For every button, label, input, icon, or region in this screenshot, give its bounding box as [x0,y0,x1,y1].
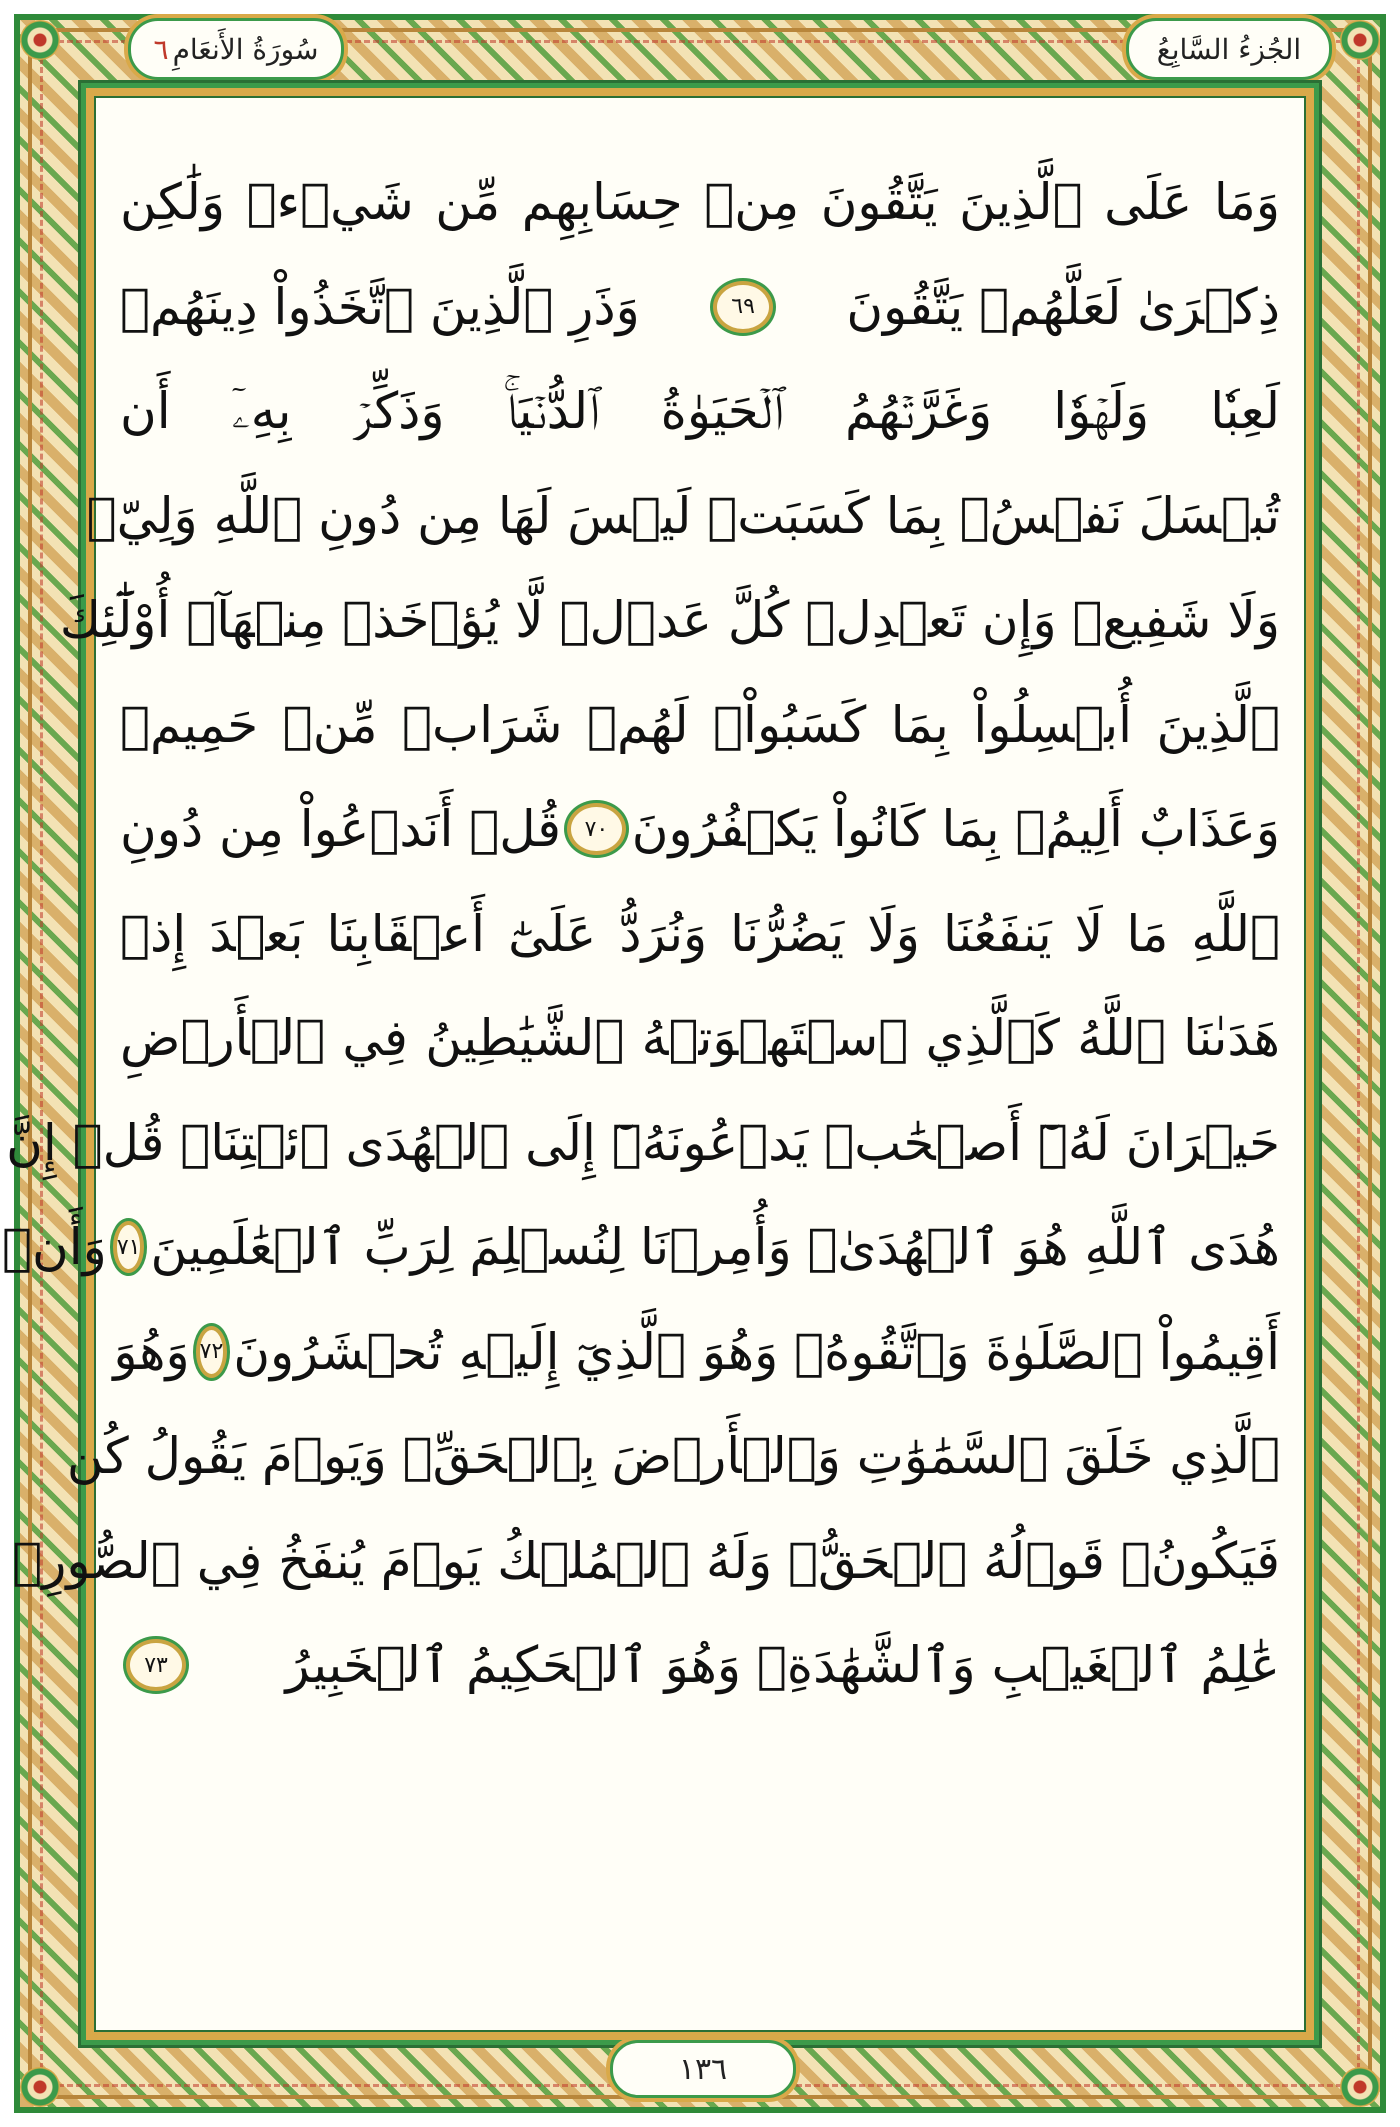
ayah-marker-icon: ٧٢ [196,1326,228,1378]
verse-line [120,255,1280,360]
verse-text: تُبۡسَلَ نَفۡسُۢ بِمَا كَسَبَتۡ لَيۡسَ لَهَا مِن دُونِ ٱللَّهِ وَلِيّٞ [86,486,1280,545]
verse-line [59,568,1280,673]
verse-line [120,882,1280,987]
verse-line [120,986,1280,1091]
verse-text: قُلۡ أَنَدۡعُواْ مِن دُونِ [120,800,562,859]
verse-lines [2,150,1280,1718]
verse-text: أَقِيمُواْ ٱلصَّلَوٰةَ وَٱتَّقُوهُۚ وَهُوَ ٱلَّذِيٓ إِلَيۡهِ تُحۡشَرُونَ [233,1322,1280,1381]
verse-line [120,673,1280,778]
verse-text: حَيۡرَانَ لَهُۥٓ أَصۡحَٰبٞ يَدۡعُونَهُۥٓ إِلَى ٱلۡهُدَى ٱئۡتِنَاۗ قُلۡ إِنَّ [6,1113,1280,1172]
verse-text: وَلَا شَفِيعٞ وَإِن تَعۡدِلۡ كُلَّ عَدۡلٖ لَّا يُؤۡخَذۡ مِنۡهَآۗ أُوْلَٰٓئِكَ [59,591,1280,650]
verse-line [120,1613,1280,1718]
verse-text: هُدَى ٱللَّهِ هُوَ ٱلۡهُدَىٰۖ وَأُمِرۡنَا لِنُسۡلِمَ لِرَبِّ ٱلۡعَٰلَمِينَ [150,1218,1280,1277]
verse-text: ٱللَّهِ مَا لَا يَنفَعُنَا وَلَا يَضُرُّنَا وَنُرَدُّ عَلَىٰٓ أَعۡقَابِنَا بَعۡدَ إِذۡ [120,904,1280,963]
verse-line [86,464,1280,569]
corner-rosette-icon [20,2067,60,2107]
surah-label [128,18,344,80]
verse-line [120,359,1280,464]
corner-rosette-icon [1340,2067,1380,2107]
surah-name: سُورَةُ الأَنعَامِ [172,32,319,66]
juz-label [1126,18,1332,80]
juz-text: الجُزءُ السَّابِعُ [1156,32,1302,66]
verse-text: ٱلَّذِينَ أُبۡسِلُواْ بِمَا كَسَبُواْۖ لَهُمۡ شَرَابٞ مِّنۡ حَمِيمٖ [120,695,1280,754]
verse-line [120,150,1280,255]
verse-text: وَذَرِ ٱلَّذِينَ ٱتَّخَذُواْ دِينَهُمۡ [120,277,640,336]
verse-line [120,777,1280,882]
verse-line [66,1404,1280,1509]
verse-text: وَأَنۡ [2,1218,107,1277]
verse-text: وَعَذَابٌ أَلِيمُۢ بِمَا كَانُواْ يَكۡفُرُونَ [631,800,1280,859]
verse-text: وَمَا عَلَى ٱلَّذِينَ يَتَّقُونَ مِنۡ حِسَابِهِم مِّن شَيۡءٖ وَلَٰكِن [120,173,1280,232]
verse-line [113,1300,1280,1405]
verse-text: هَدَىٰنَا ٱللَّهُ كَٱلَّذِي ٱسۡتَهۡوَتۡهُ ٱلشَّيَٰطِينُ فِي ٱلۡأَرۡضِ [120,1009,1280,1068]
verse-text: ٱلَّذِي خَلَقَ ٱلسَّمَٰوَٰتِ وَٱلۡأَرۡضَ بِٱلۡحَقِّۖ وَيَوۡمَ يَقُولُ كُن [66,1427,1280,1486]
corner-rosette-icon [20,20,60,60]
verse-line [12,1509,1280,1614]
verse-text: عَٰلِمُ ٱلۡغَيۡبِ وَٱلشَّهَٰدَةِۚ وَهُوَ ٱلۡحَكِيمُ ٱلۡخَبِيرُ [285,1636,1280,1695]
verse-text: لَعِبٗا وَلَهۡوٗا وَغَرَّتۡهُمُ ٱلۡحَيَوٰةُ ٱلدُّنۡيَاۚ وَذَكِّرۡ بِهِۦٓ أَن [120,381,1280,440]
corner-rosette-icon [1340,20,1380,60]
ayah-marker-icon: ٧٣ [126,1639,186,1691]
ayah-marker-icon: ٦٩ [713,281,773,333]
page-number-text: ١٣٦ [678,2051,728,2087]
verse-text: ذِكۡرَىٰ لَعَلَّهُمۡ يَتَّقُونَ [846,277,1280,336]
surah-number: ٦ [153,32,169,66]
verse-text: فَيَكُونُۚ قَوۡلُهُ ٱلۡحَقُّۚ وَلَهُ ٱلۡمُلۡكُ يَوۡمَ يُنفَخُ فِي ٱلصُّورِۚ [12,1531,1280,1590]
page-number [610,2040,796,2098]
ayah-marker-icon: ٧١ [113,1221,145,1273]
verse-text: وَهُوَ [113,1322,190,1381]
verse-line [2,1195,1280,1300]
verse-line [6,1091,1280,1196]
ayah-marker-icon: ٧٠ [567,803,626,855]
